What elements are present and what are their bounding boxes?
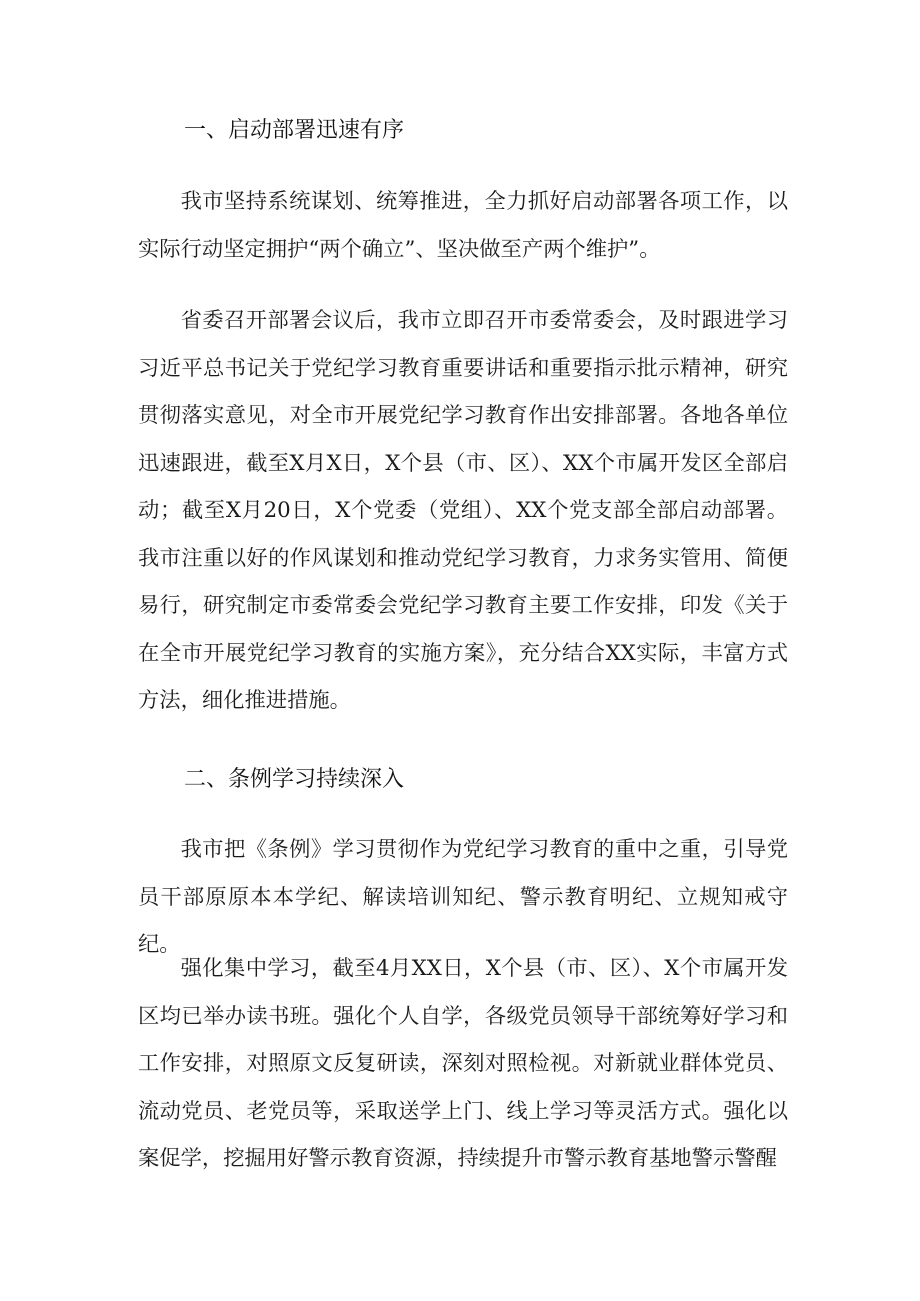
section-2-paragraph-2: 强化集中学习，截至4月XX日，X个县（市、区）、X个市属开发区均已举办读书班。强化个人自学，各级党员领导干部统筹好学习和工作安排，对照原文反复研读，深刻对照检视。对新就业群体党员、流动党员、老党员等，采取送学上门、线上学习等灵活方式。强化以案促学，挖掘用好警示教育资源，持续提升市警示教育基地警示警醒 bbox=[138, 956, 788, 1171]
section-2-paragraph-1: 我市把《条例》学习贯彻作为党纪学习教育的重中之重，引导党员干部原原本本学纪、解读培训知纪、警示教育明纪、立规知戒守纪。 bbox=[138, 837, 788, 957]
section-1-paragraph-1: 我市坚持系统谋划、统筹推进，全力抓好启动部署各项工作，以实际行动坚定拥护“两个确立”、坚决做至产两个维护”。 bbox=[138, 189, 788, 262]
section-1-heading: 一、启动部署迅速有序 bbox=[184, 118, 405, 143]
section-2-heading: 二、条例学习持续深入 bbox=[184, 767, 405, 792]
section-1-paragraph-2: 省委召开部署会议后，我市立即召开市委常委会，及时跟进学习习近平总书记关于党纪学习教育重要讲话和重要指示批示精神，研究贯彻落实意见，对全市开展党纪学习教育作出安排部署。各地各单位迅速跟进，截至X月X日，X个县（市、区）、XX个市属开发区全部启动；截至X月20日，X个党委（党组）、XX个党支部全部启动部署。我市注重以好的作风谋划和推动党纪学习教育，力求务实管用、简便易行，研究制定市委常委会党纪学习教育主要工作安排，印发《关于在全市开展党纪学习教育的实施方案》，充分结合XX实际，丰富方式方法，细化推进措施。 bbox=[138, 308, 788, 713]
